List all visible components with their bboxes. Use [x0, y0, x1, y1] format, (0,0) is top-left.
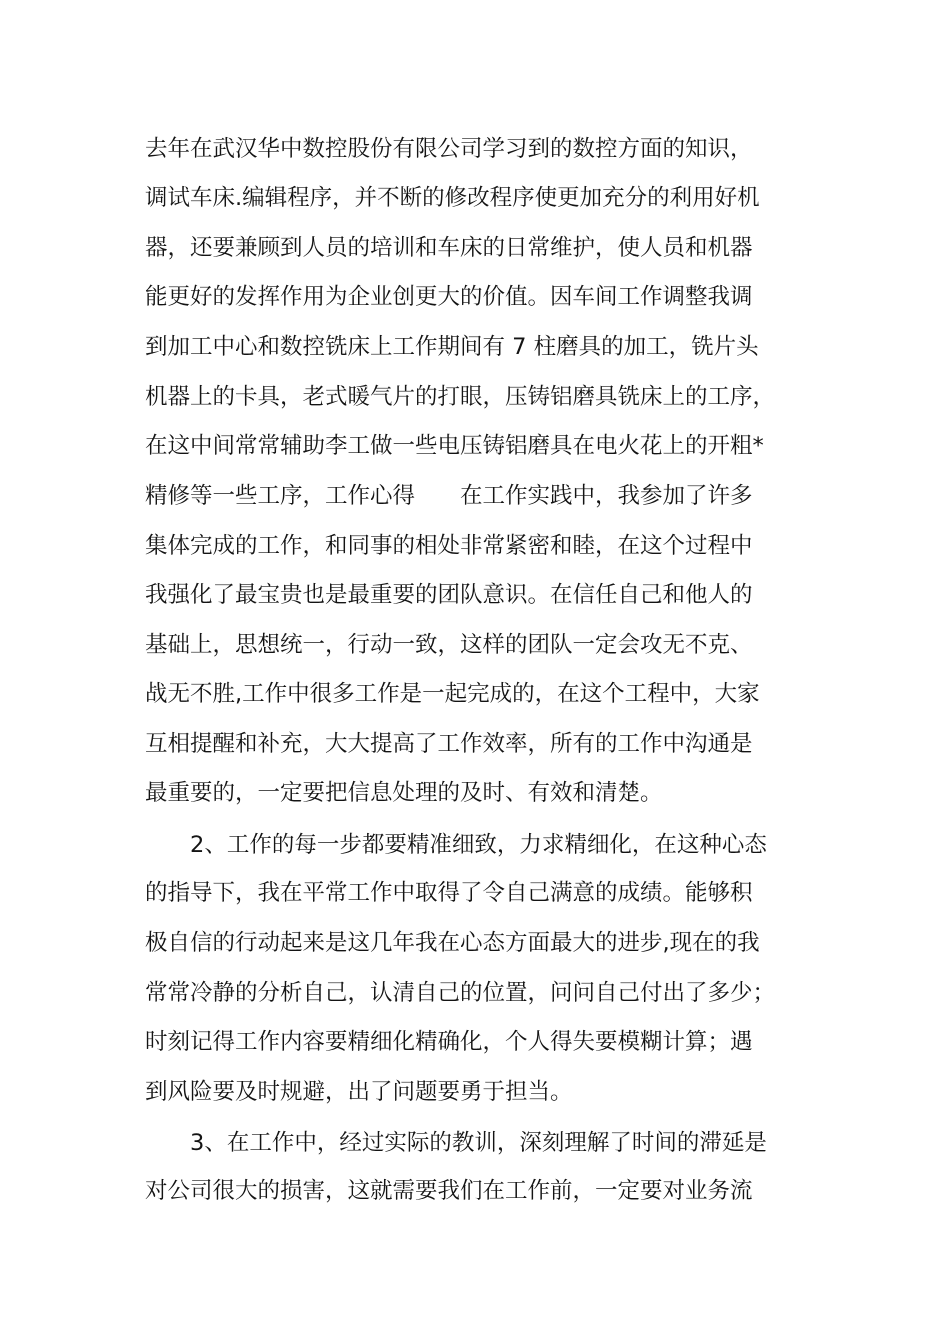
text-line: 我强化了最宝贵也是最重要的团队意识。在信任自己和他人的	[145, 582, 753, 608]
text-line: 最重要的，一定要把信息处理的及时、有效和清楚。	[145, 780, 663, 806]
text-line: 集体完成的工作，和同事的相处非常紧密和睦，在这个过程中	[145, 533, 753, 559]
text-line: 能更好的发挥作用为企业创更大的价值。因车间工作调整我调	[145, 284, 753, 310]
text-line: 到风险要及时规避，出了问题要勇于担当。	[145, 1079, 573, 1105]
text-line: 精修等一些工序，工作心得 在工作实践中，我参加了许多	[145, 483, 753, 509]
text-line: 对公司很大的损害，这就需要我们在工作前，一定要对业务流	[145, 1178, 753, 1204]
text-line: 常常冷静的分析自己，认清自己的位置，问问自己付出了多少；	[145, 980, 776, 1006]
text-line: 在这中间常常辅助李工做一些电压铸铝磨具在电火花上的开粗*	[145, 433, 764, 459]
text-line: 器，还要兼顾到人员的培训和车床的日常维护，使人员和机器	[145, 235, 753, 261]
text-line: 基础上，思想统一，行动一致，这样的团队一定会攻无不克、	[145, 632, 753, 658]
text-line: 机器上的卡具，老式暖气片的打眼，压铸铝磨具铣床上的工序，	[145, 384, 776, 410]
text-line: 时刻记得工作内容要精细化精确化，个人得失要模糊计算；遇	[145, 1029, 753, 1055]
text-line: 极自信的行动起来是这几年我在心态方面最大的进步,现在的我	[145, 930, 760, 956]
text-line: 调试车床.编辑程序，并不断的修改程序使更加充分的利用好机	[145, 185, 760, 211]
paragraph-3-first-line: 3、在工作中，经过实际的教训，深刻理解了时间的滞延是	[190, 1130, 767, 1156]
text-line: 互相提醒和补充，大大提高了工作效率，所有的工作中沟通是	[145, 731, 753, 757]
text-line: 去年在武汉华中数控股份有限公司学习到的数控方面的知识，	[145, 136, 753, 162]
text-line: 战无不胜,工作中很多工作是一起完成的，在这个工程中，大家	[145, 681, 760, 707]
text-line: 到加工中心和数控铣床上工作期间有 7 柱磨具的加工，铣片头	[145, 334, 759, 360]
paragraph-2-first-line: 2、工作的每一步都要精准细致，力求精细化，在这种心态	[190, 832, 767, 858]
text-line: 的指导下，我在平常工作中取得了令自己满意的成绩。能够积	[145, 880, 753, 906]
